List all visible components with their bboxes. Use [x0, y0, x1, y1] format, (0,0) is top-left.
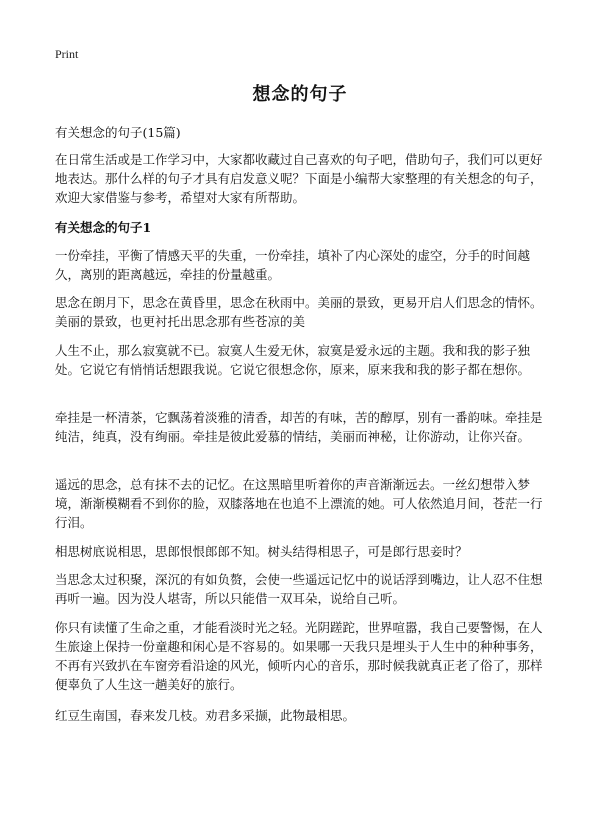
paragraph-9: 红豆生南国，春来发几枝。劝君多采撷，此物最相思。 [55, 708, 356, 723]
paragraph-2: 思念在朗月下，思念在黄昏里，思念在秋雨中。美丽的景致，更易开启人们思念的情怀。美丽的景致，也更衬托出思念那有些苍凉的美 [55, 295, 543, 329]
paragraph-7: 当思念太过积聚，深沉的有如负赘，会使一些遥远记忆中的说话浮到嘴边，让人忍不住想再听一遍。因为没人堪寄，所以只能借一双耳朵，说给自己听。 [55, 572, 543, 606]
paragraph-6: 相思树底说相思，思郎恨恨郎郎不知。树头结得相思子，可是郎行思妾时？ [55, 544, 468, 559]
paragraph-5: 遥远的思念，总有抹不去的记忆。在这黑暗里听着你的声音渐渐远去。一丝幻想带入梦境，渐渐模糊看不到你的脸，双膝落地在也追不上漂流的她。可人依然追月间，苍茫一行行泪。 [55, 477, 543, 530]
intro-paragraph: 在日常生活或是工作学习中，大家都收藏过自己喜欢的句子吧，借助句子，我们可以更好地表达。那什么样的句子才具有启发意义呢？下面是小编帮大家整理的有关想念的句子，欢迎大家借鉴与参考，希望对大家有所帮助。 [55, 152, 543, 205]
paragraph-8: 你只有读懂了生命之重，才能看淡时光之轻。光阴蹉跎，世界喧嚣，我自己要警惕，在人生旅途上保持一份童趣和闲心是不容易的。如果哪一天我只是埋头于人生中的种种事务，不再有兴致扒在车窗旁看沿途的风光，倾听内心的音乐，那时候我就真正老了俗了，那样便辜负了人生这一趟美好的旅行。 [55, 620, 543, 692]
document-subtitle: 有关想念的句子(15篇) [55, 125, 181, 140]
page-title: 想念的句子 [252, 84, 348, 105]
print-label[interactable]: Print [55, 47, 79, 61]
section-heading: 有关想念的句子1 [55, 220, 152, 235]
paragraph-4: 牵挂是一杯清茶，它飘荡着淡雅的清香，却苦的有味，苦的醇厚，别有一番韵味。牵挂是纯洁，纯真，没有绚丽。牵挂是彼此爱慕的情结，美丽而神秘，让你游动，让你兴奋。 [55, 410, 543, 444]
paragraph-1: 一份牵挂，平衡了情感天平的失重，一份牵挂，填补了内心深处的虚空，分手的时间越久，离别的距离越远，牵挂的份量越重。 [55, 248, 531, 282]
paragraph-3: 人生不止，那么寂寞就不已。寂寞人生爱无休，寂寞是爱永远的主题。我和我的影子独处。它说它有悄悄话想跟我说。它说它很想念你，原来，原来我和我的影子都在想你。 [55, 343, 531, 377]
